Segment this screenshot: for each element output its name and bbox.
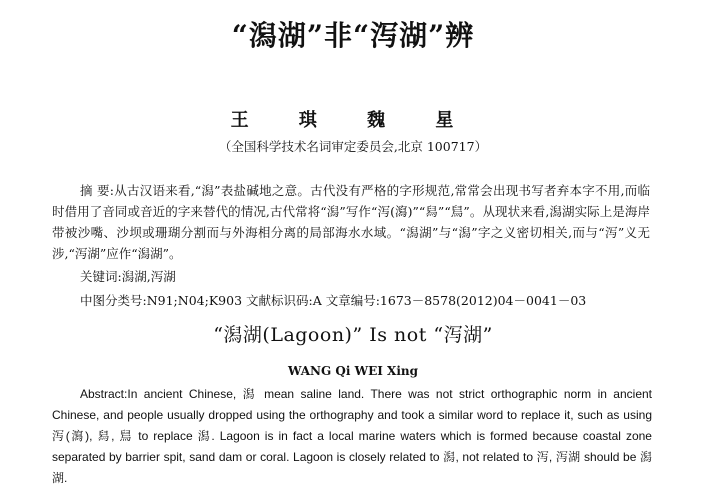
- abstract-cn-text: 从古汉语来看,“潟”表盐碱地之意。古代没有严格的字形规范,常常会出现书写者弃本字不用,而临时借用了音同或音近的字来替代的情况,古代常将“潟”写作“泻(瀉)”“舄”“舃”。从现状来看,潟湖实际上是海岸带被沙嘴、沙坝或珊瑚分割而与外海相分离的局部海水水域。“潟湖”与“潟”字之义密切相关,而与“泻”义无涉,“泻湖”应作“潟湖”。: [52, 183, 651, 261]
- authors-en: WANG Qi WEI Xing: [287, 364, 418, 378]
- abstract-en: [52, 384, 652, 489]
- keywords-cn-text: 潟湖,泻湖: [121, 269, 176, 284]
- paper-title-en: “潟湖(Lagoon)” Is not “泻湖”: [213, 324, 493, 346]
- abstract-cn: [52, 180, 650, 264]
- abstract-cn-label: 摘 要:: [80, 183, 114, 198]
- abstract-en-label: Abstract:: [80, 387, 128, 401]
- authors-cn: 王 琪 魏 星: [230, 110, 476, 131]
- keywords-cn: [80, 267, 176, 285]
- keywords-cn-label: 关键词:: [80, 269, 122, 284]
- abstract-en-text: In ancient Chinese, 潟 mean saline land. There was not strict orthographic norm in ancient Chinese, and people usually dropped using the orthography and took a similar word to replace it, such as using 泻(瀉), 舄, 舃 to replace 潟. Lagoon is in fact a local marine waters which is formed because coastal zone separated by barrier spit, sand dam or coral. Lagoon is closely related to 潟, not related to 泻, 泻湖 should be 潟湖.: [52, 387, 652, 485]
- paper-title-cn: “潟湖”非“泻湖”辨: [231, 19, 475, 52]
- affiliation-cn: （全国科学技术名词审定委员会,北京 100717）: [218, 139, 488, 154]
- classification-line: 中图分类号:N91;N04;K903 文献标识码:A 文章编号:1673－8578(2012)04－0041－03: [80, 293, 587, 308]
